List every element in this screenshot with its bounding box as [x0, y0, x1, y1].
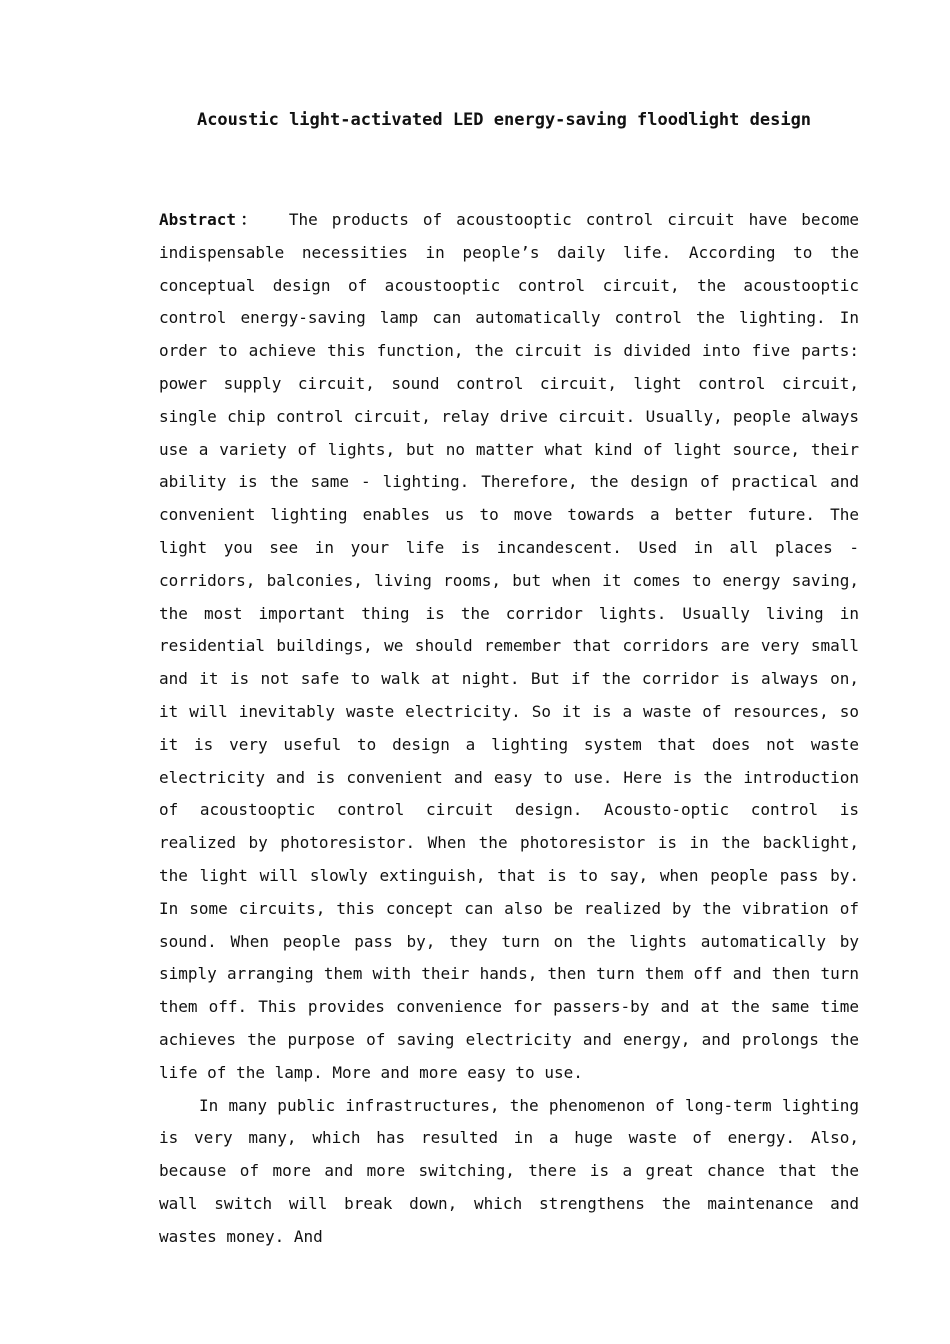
body-paragraph-2: In many public infrastructures, the phenomenon of long-term lighting is very many, which has resulted in a huge waste of energy. Also, because of more and more switching, there is a great chance that the wall switch will break down, which strengthens the maintenance and wastes money. And [159, 1095, 859, 1246]
abstract-text: The products of acoustooptic control circuit have become indispensable necessities in people’s daily life. According to the conceptual design of acoustooptic control circuit, the acoustooptic control energy-saving lamp can automatically control the lighting. In order to achieve this function, the circuit is divided into five parts: power supply circuit, sound control circuit, light control circuit, single chip control circuit, relay drive circuit. Usually, people always use a variety of lights, but no matter what kind of light source, their ability is the same - lighting. Therefore, the design of practical and convenient lighting enables us to move towards a better future. The light you see in your life is incandescent. Used in all places - corridors, balconies, living rooms, but when it comes to energy saving, the most important thing is the corridor lights. Usually living in residential buildings, we should remember that corridors are very small and it is not safe to walk at night. But if the corridor is always on, it will inevitably waste electricity. So it is a waste of resources, so it is very useful to design a lighting system that does not waste electricity and is convenient and easy to use. Here is the introduction of acoustooptic control circuit design. Acousto-optic control is realized by photoresistor. When the photoresistor is in the backlight, the light will slowly extinguish, that is to say, when people pass by. In some circuits, this concept can also be realized by the vibration of sound. When people pass by, they turn on the lights automatically by simply arranging them with their hands, then turn them off and then turn them off. This provides convenience for passers-by and at the same time achieves the purpose of saving electricity and energy, and prolongs the life of the lamp. More and more easy to use. [159, 210, 860, 1082]
abstract-label: Abstract： [159, 210, 261, 229]
abstract-paragraph [159, 204, 859, 1090]
document-title: Acoustic light-activated LED energy-saving floodlight design [196, 110, 812, 130]
document-body [159, 204, 859, 1254]
